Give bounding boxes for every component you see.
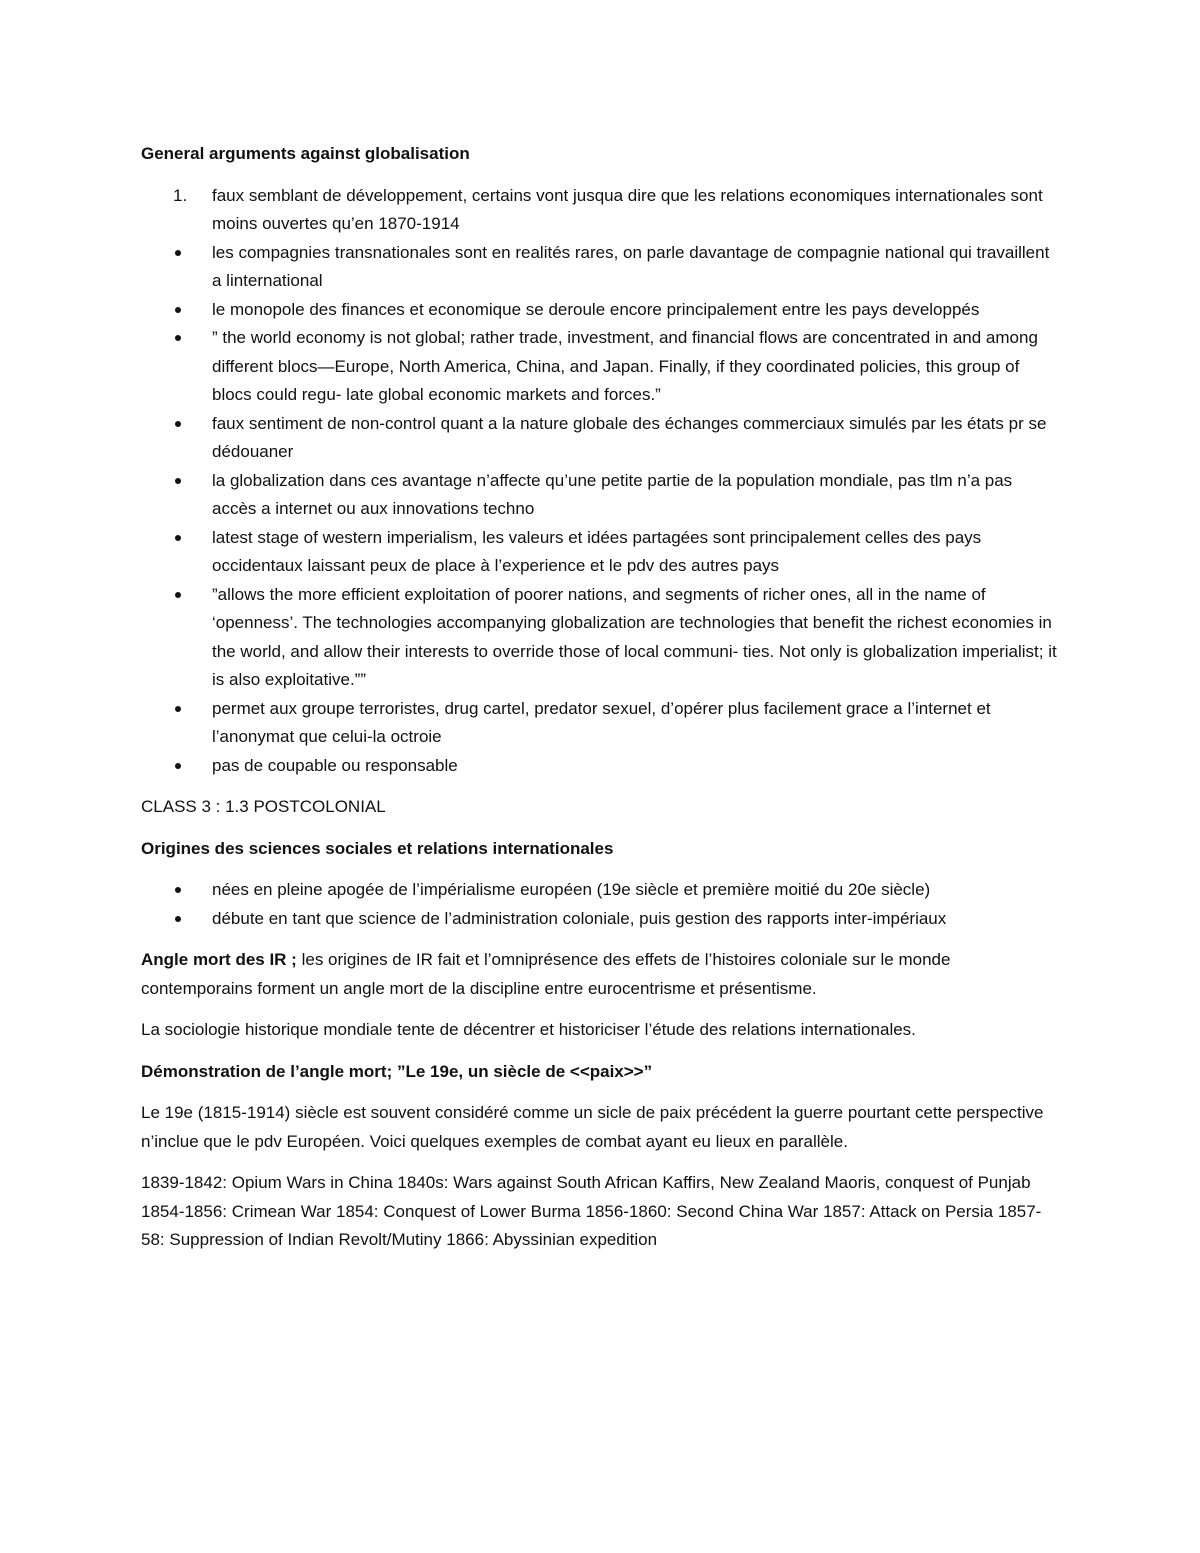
numbered-list <box>141 182 1060 239</box>
list-item <box>141 324 1060 410</box>
angle-mort-label: Angle mort des IR ; <box>141 950 297 969</box>
list-item-text: le monopole des finances et economique se deroule encore principalement entre les pays developpés <box>212 299 980 319</box>
list-item-text: nées en pleine apogée de l’impérialisme européen (19e siècle et première moitié du 20e siècle) <box>212 880 931 899</box>
list-item <box>141 410 1060 467</box>
timeline-date: 1854: <box>335 1201 379 1221</box>
bullet-icon <box>175 887 181 893</box>
angle-mort-text: les origines de IR fait et l’omniprésence des effets de l’histoires coloniale sur le monde contemporains forment un angle mort de la discipline entre eurocentrisme et présentisme. <box>141 950 951 998</box>
bullet-icon <box>175 535 181 541</box>
list-item-text: ” the world economy is not global; rather trade, investment, and financial flows are concentrated in and among different blocs—Europe, North America, China, and Japan. Finally, if they coordinated policies, this group of blocs could regu- late global economic markets and forces.” <box>212 328 1038 404</box>
timeline-event: Conquest of Lower Burma <box>378 1201 586 1221</box>
timeline-date: 1840s: <box>397 1173 449 1192</box>
bullet-icon <box>175 478 181 484</box>
section-title-origines: Origines des sciences sociales et relations internationales <box>141 838 614 858</box>
timeline-event: Wars against South African Kaffirs, New Zealand Maoris, conquest of Punjab <box>448 1173 1031 1192</box>
timeline-date: 1856-1860: <box>585 1201 672 1221</box>
list-item <box>141 752 1060 781</box>
timeline-date: 1857-58: <box>141 1201 1042 1249</box>
timeline-event: Suppression of Indian Revolt/Mutiny <box>164 1230 447 1249</box>
timeline-event: Abyssinian expedition <box>488 1230 658 1249</box>
list-item <box>141 581 1060 695</box>
bullet-icon <box>175 421 181 427</box>
le19e-paragraph: Le 19e (1815-1914) siècle est souvent considéré comme un sicle de paix précédent la guerre pourtant cette perspective n’inclue que le pdv Européen. Voici quelques exemples de combat ayant eu lieux en parallèle. <box>141 1103 1044 1151</box>
list-item <box>141 467 1060 524</box>
list-item-text: faux semblant de développement, certains vont jusqua dire que les relations economiques internationales sont moins ouvertes qu’en 1870-1914 <box>212 185 1043 233</box>
timeline-date: 1854-1856: <box>141 1201 228 1221</box>
list-item-text: latest stage of western imperialism, les valeurs et idées partagées sont principalement celles des pays occidentaux laissant peux de place à l’experience et le pdv des autres pays <box>212 527 982 575</box>
timeline-event: Opium Wars in China <box>227 1173 398 1192</box>
list-item <box>141 524 1060 581</box>
list-item-text: les compagnies transnationales sont en realités rares, on parle davantage de compagnie national qui travaillent a linternational <box>212 242 1050 290</box>
bullet-icon <box>175 916 181 922</box>
list-item-text: débute en tant que science de l’administration coloniale, puis gestion des rapports inter-impériaux <box>212 908 947 928</box>
timeline-event: Crimean War <box>227 1201 336 1221</box>
timeline-paragraph <box>141 1169 1060 1255</box>
timeline-date: 1866: <box>446 1230 489 1249</box>
list-item-text: pas de coupable ou responsable <box>212 755 458 775</box>
section-title-globalisation: General arguments against globalisation <box>141 144 470 163</box>
bullet-icon <box>175 706 181 712</box>
timeline-date: 1857: <box>823 1201 866 1221</box>
bullet-list-globalisation <box>141 239 1060 781</box>
list-item <box>141 876 1060 905</box>
bullet-icon <box>175 335 181 341</box>
list-item <box>141 182 1060 239</box>
list-item-text: permet aux groupe terroristes, drug cartel, predator sexuel, d’opérer plus facilement grace a l’internet et l’anonymat que celui-la octroie <box>212 698 991 746</box>
bullet-icon <box>175 307 181 313</box>
demonstration-title: Démonstration de l’angle mort; ”Le 19e, un siècle de <<paix>>” <box>141 1061 653 1081</box>
list-item <box>141 239 1060 296</box>
timeline-event: Second China War <box>671 1201 824 1221</box>
timeline-event: Attack on Persia <box>865 1201 998 1221</box>
bullet-icon <box>175 250 181 256</box>
angle-mort-paragraph <box>141 946 1060 1003</box>
list-item-text: la globalization dans ces avantage n’affecte qu’une petite partie de la population mondiale, pas tlm n’a pas accès a internet ou aux innovations techno <box>212 470 1013 518</box>
bullet-list-origines <box>141 876 1060 933</box>
list-number: 1. <box>173 185 188 205</box>
list-item-text: ”allows the more efficient exploitation of poorer nations, and segments of richer ones, all in the name of ‘openness’. The technologies accompanying globalization are technologies that benefit the richest economies in the world, and allow their interests to override those of local communi- ties. Not only is globalization imperialist; it is also exploitative.”” <box>212 584 1057 689</box>
list-item-text: faux sentiment de non-control quant a la nature globale des échanges commerciaux simulés par les états pr se dédouaner <box>212 413 1047 461</box>
list-item <box>141 905 1060 934</box>
bullet-icon <box>175 763 181 769</box>
list-item <box>141 296 1060 325</box>
sociologie-paragraph: La sociologie historique mondiale tente de décentrer et historiciser l’étude des relations internationales. <box>141 1020 916 1039</box>
class-title: CLASS 3 : 1.3 POSTCOLONIAL <box>141 797 386 816</box>
list-item <box>141 695 1060 752</box>
bullet-icon <box>175 592 181 598</box>
timeline-date: 1839-1842: <box>141 1173 228 1192</box>
